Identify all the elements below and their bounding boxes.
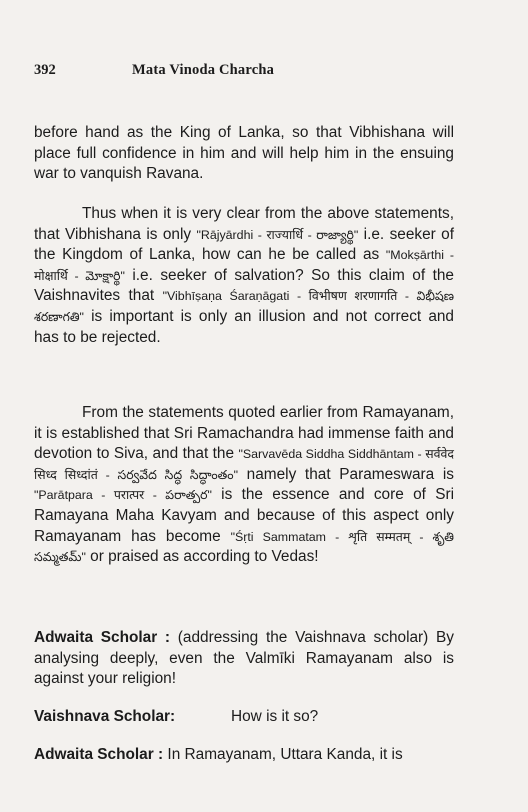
dialogue-adwaita-2 <box>34 745 454 766</box>
paragraph-2-text-3: i.e. seeker of salvation? So this claim of the Vaishnavites that <box>34 266 454 305</box>
dialogue-text: How is it so? <box>231 708 319 725</box>
dialogue-vaishnava <box>34 707 454 728</box>
dialogue-text: In Ramayanam, Uttara Kanda, it is <box>163 746 403 763</box>
speaker-label: Adwaita Scholar : <box>34 746 164 763</box>
speaker-label: Adwaita Scholar : <box>34 629 171 646</box>
dialogue-adwaita-1 <box>34 628 454 690</box>
paragraph-2 <box>34 204 454 348</box>
paragraph-3-text-1: From the statements quoted earlier from Ramayanam, it is established that Sri Ramachandra had immense faith and devotion to Siva, and that the <box>34 404 454 463</box>
page-number: 392 <box>34 62 56 78</box>
dialogue-text: (addressing the Vaishnava scholar) By analysing deeply, even the Valmīki Ramayanam also is against your religion! <box>34 629 454 688</box>
paragraph-3-text-3: is the essence and core of Sri Ramayana Maha Kavyam and because of this aspect only Ramayanam has become <box>34 486 455 545</box>
quote-sruti-sammatam: "Śṛti Sammatam - शृति सम्मतम् - శృతి సమ్మతమ్" <box>34 529 454 565</box>
quote-rajyardhi: "Rājyārdhi - राज्यार्धि - రాజ్యార్థి" <box>196 227 359 242</box>
paragraph-2-text-1: Thus when it is very clear from the above statements, that Vibhishana is only <box>34 205 454 243</box>
quote-paratpara: "Parātpara - परात्पर - పరాత్పర" <box>34 488 212 503</box>
paragraph-1: before hand as the King of Lanka, so that Vibhishana will place full confidence in him and will help him in the ensuing war to vanquish Ravana. <box>34 124 454 183</box>
quote-moksharthi: "Mokṣārthi - मोक्षार्थि - మోక్షార్థి" <box>34 248 454 283</box>
paragraph-2-text-4: is important is only an illusion and not correct and has to be rejected. <box>34 307 454 346</box>
paragraph-3-text-2: namely that Parameswara is <box>237 465 454 483</box>
paragraph-3 <box>34 403 454 568</box>
paragraph-2-text-2: i.e. seeker of the Kingdom of Lanka, how can he be called as <box>34 225 454 264</box>
quote-sarvaveda: "Sarvavēda Siddha Siddhāntam - सर्ववेद सिध्द सिध्दांतं - సర్వవేద సిద్ధ సిద్ధాంతం" <box>34 447 454 482</box>
quote-vibhishana-saranagati: "Vibhīṣaṇa Śaraṇāgati - विभीषण शरणागति - విభీషణ శరణాగతి" <box>34 289 454 324</box>
running-title: Mata Vinoda Charcha <box>132 62 275 78</box>
paragraph-3-text-4: or praised as according to Vedas! <box>85 548 319 566</box>
speaker-label: Vaishnava Scholar: <box>34 708 176 725</box>
